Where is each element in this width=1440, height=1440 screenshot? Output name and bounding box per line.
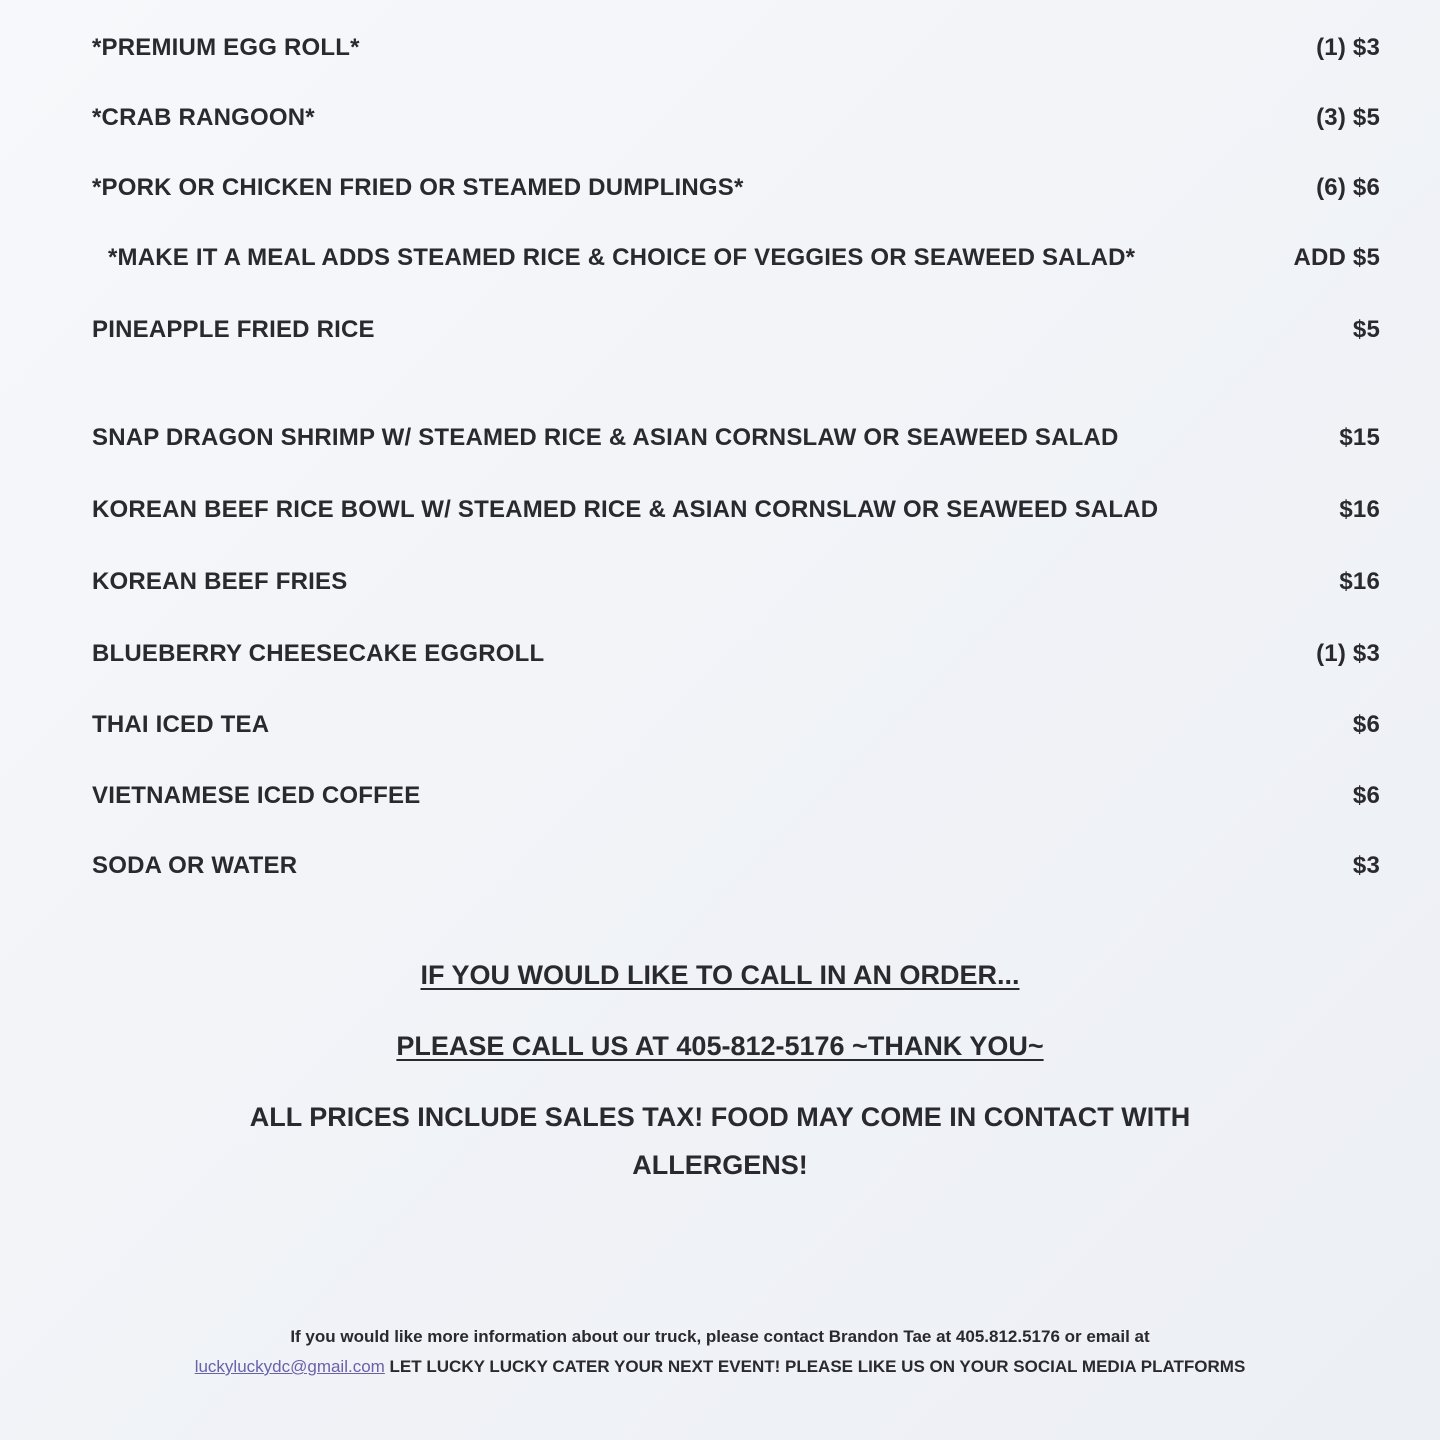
item-name: THAI ICED TEA xyxy=(92,711,270,738)
item-name: KOREAN BEEF FRIES xyxy=(92,568,348,595)
menu-item xyxy=(92,776,1380,816)
item-name: *PREMIUM EGG ROLL* xyxy=(92,34,360,61)
menu-item xyxy=(92,310,1380,350)
menu-item xyxy=(92,705,1380,745)
menu-item xyxy=(92,168,1380,208)
email-link[interactable]: luckyluckydc@gmail.com xyxy=(194,1357,385,1376)
footer-line2 xyxy=(0,1352,1440,1382)
menu-item xyxy=(92,846,1380,886)
tax-notice-line1 xyxy=(0,1102,1440,1133)
item-name: SNAP DRAGON SHRIMP W/ STEAMED RICE & ASIAN CORNSLAW OR SEAWEED SALAD xyxy=(92,424,1119,451)
menu-item-addon xyxy=(108,238,1380,278)
call-notice xyxy=(0,1031,1440,1062)
item-price: $15 xyxy=(1339,424,1380,451)
tax-notice-line2 xyxy=(0,1150,1440,1181)
menu-item xyxy=(92,562,1380,602)
tax-notice-text: ALL PRICES INCLUDE SALES TAX! FOOD MAY COME IN CONTACT WITH xyxy=(249,1102,1191,1132)
item-price: (1) $3 xyxy=(1316,34,1380,61)
order-heading-text: IF YOU WOULD LIKE TO CALL IN AN ORDER... xyxy=(420,960,1020,990)
item-name: VIETNAMESE ICED COFFEE xyxy=(92,782,421,809)
item-name: *MAKE IT A MEAL ADDS STEAMED RICE & CHOICE OF VEGGIES OR SEAWEED SALAD* xyxy=(108,244,1136,271)
allergen-notice-text: ALLERGENS! xyxy=(632,1150,808,1180)
order-heading xyxy=(0,960,1440,991)
item-name: *CRAB RANGOON* xyxy=(92,104,315,131)
footer-cater-text: LET LUCKY LUCKY CATER YOUR NEXT EVENT! PLEASE LIKE US ON YOUR SOCIAL MEDIA PLATFORMS xyxy=(384,1357,1246,1376)
menu-item xyxy=(92,98,1380,138)
item-name: BLUEBERRY CHEESECAKE EGGROLL xyxy=(92,640,545,667)
item-name: PINEAPPLE FRIED RICE xyxy=(92,316,375,343)
item-price: (6) $6 xyxy=(1316,174,1380,201)
item-price: $16 xyxy=(1339,496,1380,523)
footer-contact xyxy=(0,1322,1440,1382)
menu-item xyxy=(92,634,1380,674)
menu-item xyxy=(92,418,1380,458)
menu-item xyxy=(92,490,1380,530)
item-price: $3 xyxy=(1352,852,1380,879)
item-name: *PORK OR CHICKEN FRIED OR STEAMED DUMPLINGS* xyxy=(92,174,744,201)
menu-item xyxy=(92,28,1380,68)
item-price: $6 xyxy=(1352,711,1380,738)
item-price: $16 xyxy=(1339,568,1380,595)
call-notice-text: PLEASE CALL US AT 405-812-5176 ~THANK YOU~ xyxy=(396,1031,1044,1061)
footer-line1: If you would like more information about our truck, please contact Brandon Tae at 405.812.5176 or email at xyxy=(290,1327,1150,1346)
item-price: (3) $5 xyxy=(1316,104,1380,131)
item-price: $6 xyxy=(1352,782,1380,809)
item-name: KOREAN BEEF RICE BOWL W/ STEAMED RICE & ASIAN CORNSLAW OR SEAWEED SALAD xyxy=(92,496,1159,523)
item-name: SODA OR WATER xyxy=(92,852,298,879)
item-price: ADD $5 xyxy=(1293,244,1380,271)
item-price: (1) $3 xyxy=(1316,640,1380,667)
item-price: $5 xyxy=(1352,316,1380,343)
